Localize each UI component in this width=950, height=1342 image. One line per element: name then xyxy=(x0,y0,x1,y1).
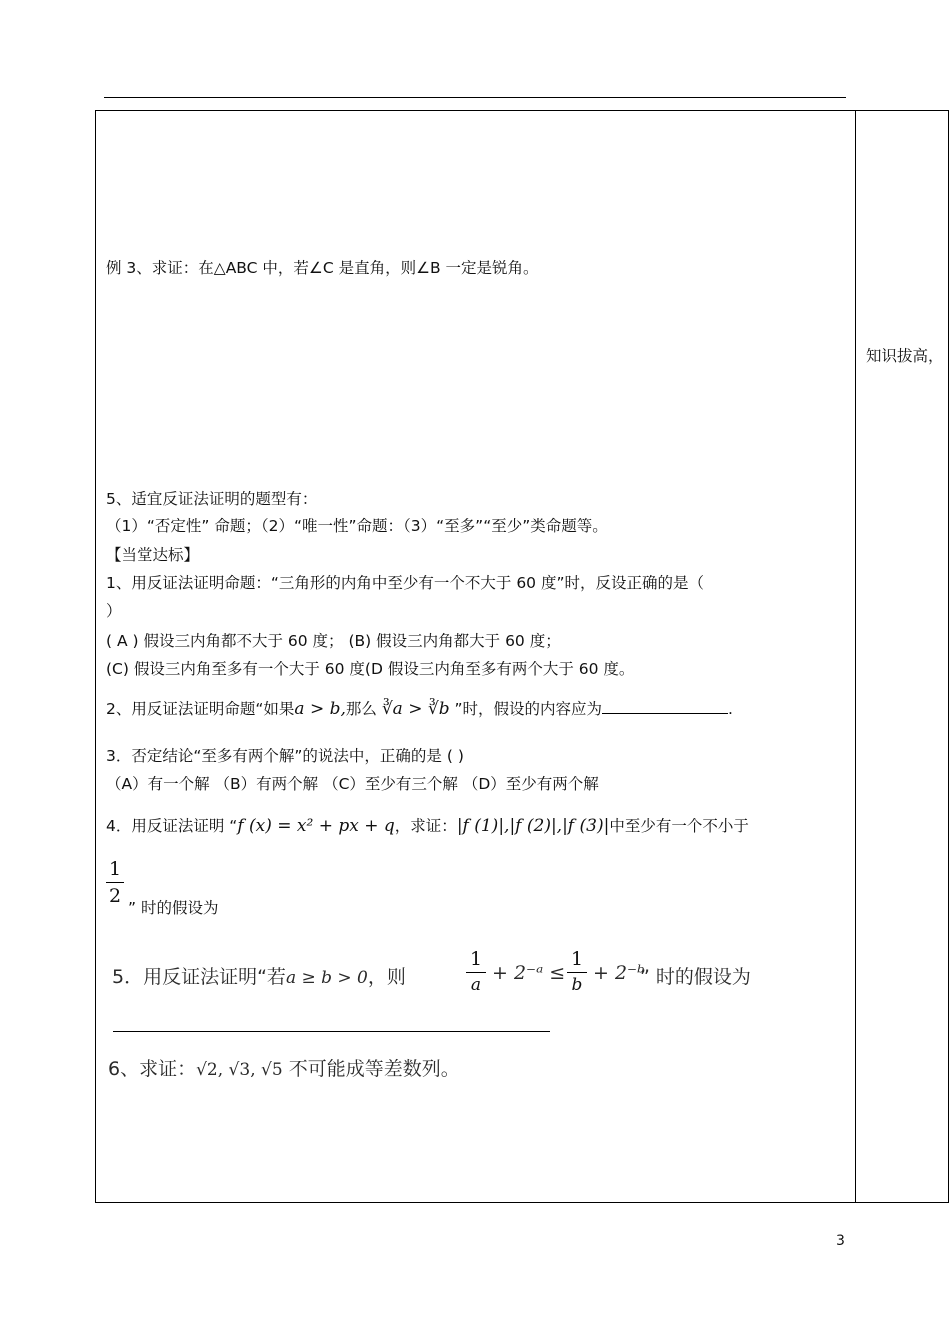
q5-term-a: + 2⁻ᵃ ≤ xyxy=(492,962,566,984)
example-3: 例 3、求证：在△ABC 中，若∠C 是直角，则∠B 一定是锐角。 xyxy=(106,259,539,277)
q5-prefix: 5．用反证法证明“若 xyxy=(112,966,286,988)
q1-stem: 1、用反证法证明命题：“三角形的内角中至少有一个不大于 60 度”时，反设正确的是（ xyxy=(106,574,705,592)
q5-suffix: ” 时的假设为 xyxy=(640,966,751,988)
header-rule xyxy=(104,97,846,98)
q4-fraction xyxy=(106,858,124,907)
q4-mid: ，求证： xyxy=(394,817,457,835)
q5-condition: a ≥ b > 0 xyxy=(285,968,368,988)
q4-prefix: 4．用反证法证明 “ xyxy=(106,817,238,835)
q6-expression: √2, √3, √5 xyxy=(196,1060,283,1080)
q5-fraction-a-bar xyxy=(466,972,486,973)
q5-fraction-b-numerator: 1 xyxy=(570,948,584,970)
q5-line xyxy=(112,962,406,989)
q2-condition: a > b, xyxy=(294,699,346,719)
q6-prefix: 6、求证： xyxy=(108,1058,197,1080)
q5-fraction-a-numerator: 1 xyxy=(469,948,483,970)
q5-fraction-b xyxy=(567,948,587,995)
q5-fraction-a xyxy=(466,948,486,995)
q4-fraction-denominator: 2 xyxy=(108,885,122,907)
column-divider xyxy=(855,110,856,1203)
q4-fraction-numerator: 1 xyxy=(108,858,122,880)
q4-function: f (x) = x² + px + q xyxy=(237,816,395,836)
q5-fraction-b-denominator: b xyxy=(571,975,583,995)
q5-fraction-b-bar xyxy=(567,972,587,973)
q4-suffix: 中至少有一个不小于 xyxy=(609,817,749,835)
section-5-title: 5、适宜反证法证明的题型有： xyxy=(106,490,318,508)
q6-line xyxy=(108,1054,460,1081)
q4-line xyxy=(106,816,749,836)
q3-options: （A）有一个解 （B）有两个解 （C）至少有三个解 （D）至少有两个解 xyxy=(106,775,599,793)
q2-conclusion: ∛a > ∛b xyxy=(381,699,450,719)
q1-options-ab: ( A ) 假设三内角都不大于 60 度； (B) 假设三内角都大于 60 度； xyxy=(106,632,561,650)
q5-mid: ，则 xyxy=(367,966,406,988)
q6-suffix: 不可能成等差数列。 xyxy=(288,1058,460,1080)
q2-end: . xyxy=(728,700,733,718)
page-number: 3 xyxy=(836,1233,845,1249)
q5-term-b: + 2⁻ᵇ xyxy=(593,962,645,984)
q5-fraction-a-denominator: a xyxy=(470,975,482,995)
q1-stem-end: ） xyxy=(106,602,122,620)
q4-fraction-bar xyxy=(106,882,124,883)
q3-stem: 3．否定结论“至多有两个解”的说法中，正确的是 ( ) xyxy=(106,747,464,765)
q2-answer-blank[interactable] xyxy=(602,699,728,714)
q4-tail: ” 时的假设为 xyxy=(128,899,219,917)
q2-line xyxy=(106,699,733,719)
side-note: 知识拔高， xyxy=(866,347,944,365)
q2-mid: 那么 xyxy=(345,700,377,718)
section-5-types: （1）“否定性” 命题；（2）“唯一性”命题：（3）“至多”“至少”类命题等。 xyxy=(106,517,608,535)
q4-values: |f (1)|,|f (2)|,|f (3)| xyxy=(456,816,610,836)
practice-heading: 【当堂达标】 xyxy=(106,546,200,564)
q2-suffix: ”时，假设的内容应为 xyxy=(454,700,603,718)
q5-answer-rule[interactable] xyxy=(113,1031,550,1032)
q2-prefix: 2、用反证法证明命题“如果 xyxy=(106,700,295,718)
q1-options-cd: (C) 假设三内角至多有一个大于 60 度(D 假设三内角至多有两个大于 60 度。 xyxy=(106,660,635,678)
